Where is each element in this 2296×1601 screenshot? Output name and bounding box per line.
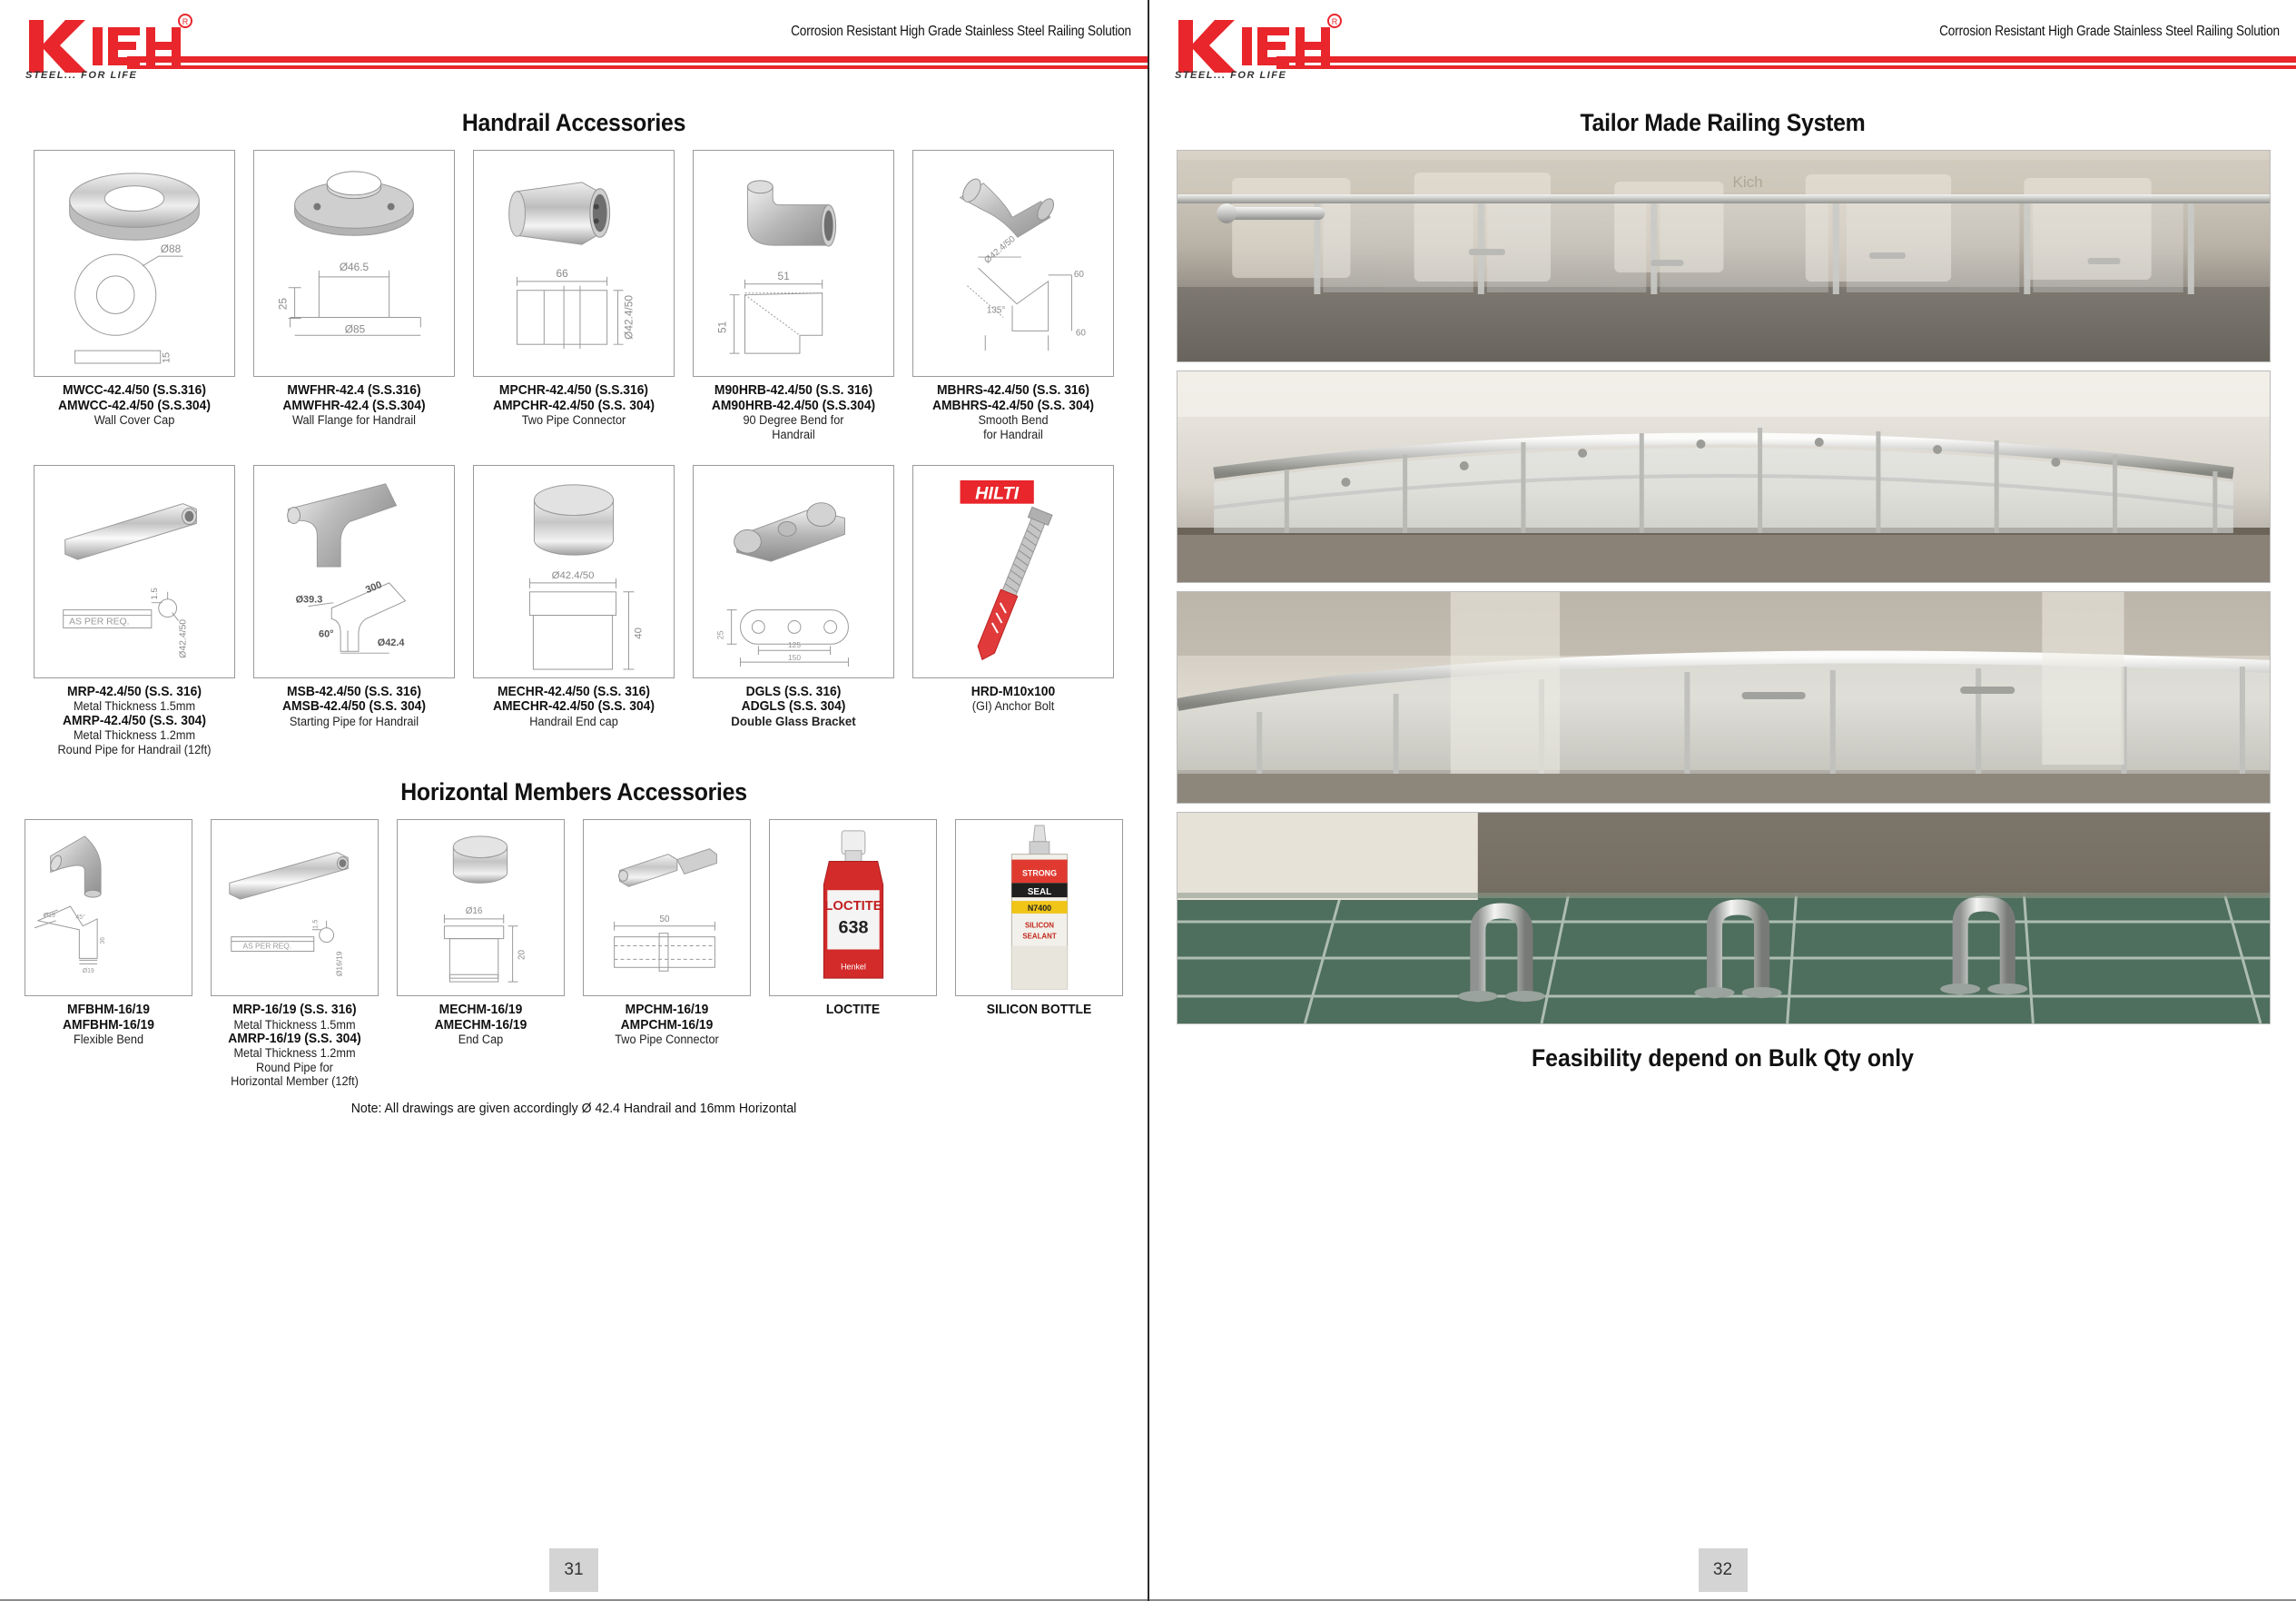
svg-text:300: 300	[363, 578, 384, 596]
product-desc-line1: Wall Cover Cap	[94, 413, 175, 428]
svg-text:AS PER REQ.: AS PER REQ.	[69, 617, 130, 628]
accent-bar-thick	[1276, 56, 2296, 63]
svg-text:66: 66	[556, 266, 568, 280]
right-page	[1149, 0, 2296, 1601]
product-caption	[764, 1003, 941, 1018]
product-code-316: MWCC-42.4/50 (S.S.316)	[63, 383, 206, 398]
product-cell-mbhrs[interactable]	[908, 150, 1118, 441]
product-code-304: AMRP-16/19 (S.S. 304)	[228, 1031, 361, 1046]
svg-text:STEEL... FOR LIFE: STEEL... FOR LIFE	[1175, 70, 1287, 80]
product-desc-line1: Handrail End cap	[529, 715, 618, 729]
product-code-316: MECHR-42.4/50 (S.S. 316)	[497, 684, 650, 699]
product-code-304: AMWFHR-42.4 (S.S.304)	[282, 398, 426, 413]
product-caption	[249, 383, 459, 428]
product-drawing-double-glass-bracket	[693, 465, 894, 678]
product-thickness-316: Metal Thickness 1.5mm	[233, 1017, 356, 1032]
right-page-header	[1149, 0, 2296, 87]
accent-bar-thin	[1276, 65, 2296, 69]
product-code-316: LOCTITE	[825, 1002, 881, 1017]
product-desc-line1: Flexible Bend	[73, 1033, 144, 1047]
product-caption	[249, 685, 459, 729]
right-page-title: Tailor Made Railing System	[1580, 109, 1866, 136]
photo-gallery	[1149, 150, 2296, 1024]
header-accent-bars-right	[1276, 56, 2296, 71]
svg-text:Ø16: Ø16	[465, 905, 483, 916]
product-cell-dgls[interactable]	[688, 465, 899, 756]
product-caption	[688, 383, 899, 441]
product-desc-line1: Round Pipe for Handrail (12ft)	[57, 742, 212, 756]
product-drawing-wall-flange	[253, 150, 455, 377]
svg-text:SILICON: SILICON	[1024, 921, 1055, 930]
svg-text:Ø16/19: Ø16/19	[334, 951, 344, 976]
product-caption	[206, 1003, 383, 1088]
svg-text:150: 150	[787, 652, 802, 662]
drawings-note: Note: All drawings are given accordingly Ø 42.4 Handrail and 16mm Horizontal	[350, 1101, 797, 1117]
svg-text:Ø42.4/50: Ø42.4/50	[178, 618, 189, 658]
product-grid-row-2	[0, 465, 1148, 756]
left-page-header	[0, 0, 1148, 87]
product-code-304: AMFBHM-16/19	[63, 1017, 154, 1033]
svg-text:Ø19: Ø19	[43, 912, 55, 919]
loctite-product-number: 638	[838, 917, 869, 938]
svg-text:Ø19: Ø19	[82, 968, 94, 975]
svg-text:Ø42.4: Ø42.4	[377, 637, 405, 649]
product-code-316: M90HRB-42.4/50 (S.S. 316)	[714, 383, 873, 398]
svg-text:1.5: 1.5	[310, 919, 320, 929]
product-code-304: ADGLS (S.S. 304)	[741, 699, 846, 715]
photo-stainless-bollards-green-floor	[1177, 812, 2271, 1024]
product-caption	[29, 685, 240, 756]
product-code-316: MBHRS-42.4/50 (S.S. 316)	[936, 383, 1089, 398]
product-desc-line1: Two Pipe Connector	[521, 413, 626, 428]
product-cell-mechm[interactable]	[392, 819, 569, 1088]
product-code-304: AM90HRB-42.4/50 (S.S.304)	[711, 398, 876, 413]
product-code-316: MSB-42.4/50 (S.S. 316)	[287, 684, 421, 699]
product-thickness-304: Metal Thickness 1.2mm	[73, 728, 196, 743]
product-desc-line1: Two Pipe Connector	[615, 1033, 719, 1047]
svg-text:SEAL: SEAL	[1027, 887, 1052, 898]
product-drawing-starting-pipe	[253, 465, 455, 678]
loctite-brand-text: LOCTITE	[824, 898, 882, 914]
product-drawing-round-pipe-horizontal	[211, 819, 379, 996]
svg-text:Ø42.4/50: Ø42.4/50	[622, 295, 636, 340]
product-code-316: MWFHR-42.4 (S.S.316)	[287, 383, 421, 398]
product-drawing-flexible-bend	[25, 819, 192, 996]
svg-text:36: 36	[100, 936, 107, 944]
svg-text:AS PER REQ.: AS PER REQ.	[242, 941, 292, 951]
svg-text:125: 125	[787, 640, 802, 650]
svg-text:20: 20	[517, 949, 527, 960]
svg-text:Ø42.4/50: Ø42.4/50	[551, 569, 595, 581]
product-code-304: AMPCHR-42.4/50 (S.S. 304)	[492, 398, 655, 413]
product-caption	[468, 383, 679, 428]
product-desc-line1: (GI) Anchor Bolt	[971, 699, 1055, 714]
product-drawing-silicon-sealant-tube	[955, 819, 1123, 996]
product-caption	[951, 1003, 1128, 1018]
product-code-304: AMSB-42.4/50 (S.S. 304)	[282, 699, 426, 715]
svg-text:N7400: N7400	[1027, 903, 1052, 913]
accent-bar-thin	[127, 65, 1148, 69]
product-drawing-hilti-anchor-bolt	[912, 465, 1114, 678]
product-drawing-loctite-bottle	[769, 819, 937, 996]
svg-text:15: 15	[161, 351, 172, 363]
product-desc-line1: Wall Flange for Handrail	[292, 413, 416, 428]
svg-text:STRONG: STRONG	[1021, 868, 1058, 878]
svg-text:Ø46.5: Ø46.5	[339, 260, 370, 273]
product-code-304: AMECHR-42.4/50 (S.S. 304)	[492, 699, 655, 715]
svg-text:50: 50	[659, 914, 670, 924]
svg-text:25: 25	[276, 297, 290, 311]
product-code-316: MFBHM-16/19	[67, 1002, 150, 1017]
product-cell-mpchr[interactable]	[468, 150, 679, 441]
logo-slogan: STEEL... FOR LIFE	[25, 70, 138, 80]
product-cell-msb[interactable]	[249, 465, 459, 756]
svg-text:Henkel: Henkel	[841, 962, 866, 972]
product-caption	[20, 1003, 197, 1047]
product-cell-silicon-bottle[interactable]	[951, 819, 1128, 1088]
svg-text:Ø85: Ø85	[344, 322, 366, 336]
product-code-316: HRD-M10x100	[971, 684, 1056, 699]
section-title-horizontal: Horizontal Members Accessories	[400, 777, 747, 805]
svg-text:40: 40	[633, 627, 645, 639]
product-cell-mrp-handrail[interactable]	[29, 465, 240, 756]
accent-bar-thick	[127, 56, 1148, 63]
product-drawing-smooth-bend	[912, 150, 1114, 377]
product-cell-mrp-horizontal[interactable]	[206, 819, 383, 1088]
product-drawing-ninety-degree-bend	[693, 150, 894, 377]
product-code-304: AMRP-42.4/50 (S.S. 304)	[63, 713, 206, 728]
product-code-316: MRP-16/19 (S.S. 316)	[232, 1002, 357, 1017]
page-number-left: 31	[549, 1548, 598, 1592]
svg-text:51: 51	[777, 269, 790, 282]
product-code-304: AMECHM-16/19	[434, 1017, 527, 1033]
product-drawing-handrail-end-cap	[473, 465, 675, 678]
product-code-304: AMPCHM-16/19	[620, 1017, 714, 1033]
product-caption	[468, 685, 679, 729]
photo-glass-railing-mall	[1177, 150, 2271, 362]
product-code-316: SILICON BOTTLE	[986, 1002, 1092, 1017]
product-code-304: AMBHRS-42.4/50 (S.S. 304)	[931, 398, 1094, 413]
svg-text:R: R	[182, 17, 189, 26]
header-tagline-right: Corrosion Resistant High Grade Stainless Steel Railing Solution	[1939, 24, 2280, 39]
svg-text:Kich: Kich	[1732, 173, 1763, 191]
product-code-316: MECHM-16/19	[439, 1002, 523, 1017]
product-desc-line1: End Cap	[458, 1033, 504, 1047]
product-code-316: MRP-42.4/50 (S.S. 316)	[67, 684, 202, 699]
product-cell-mwcc[interactable]	[29, 150, 240, 441]
svg-text:1.5: 1.5	[148, 588, 159, 600]
page-number-right: 32	[1699, 1548, 1748, 1592]
product-caption	[392, 1003, 569, 1047]
product-code-316: MPCHR-42.4/50 (S.S.316)	[498, 383, 649, 398]
product-desc-line1: Double Glass Bracket	[731, 714, 856, 729]
product-thickness-304: Metal Thickness 1.2mm	[233, 1046, 356, 1061]
section-title-handrail: Handrail Accessories	[461, 109, 686, 136]
svg-text:45°: 45°	[75, 914, 85, 921]
product-grid-row-3	[0, 819, 1148, 1088]
product-code-316: DGLS (S.S. 316)	[745, 684, 842, 699]
svg-text:Ø88: Ø88	[160, 242, 182, 256]
svg-text:25: 25	[715, 630, 725, 640]
svg-text:60: 60	[1075, 328, 1086, 339]
product-cell-mwfhr[interactable]	[249, 150, 459, 441]
product-desc-line1: Starting Pipe for Handrail	[289, 715, 419, 729]
svg-text:60°: 60°	[319, 628, 334, 640]
product-caption	[578, 1003, 755, 1047]
svg-text:R: R	[1331, 17, 1338, 26]
svg-text:HILTI: HILTI	[975, 483, 1020, 504]
product-desc-line1: Round Pipe for	[256, 1060, 333, 1074]
product-cell-m90hrb[interactable]	[688, 150, 899, 441]
feasibility-caption: Feasibility depend on Bulk Qty only	[1532, 1044, 1914, 1072]
product-cell-loctite[interactable]	[764, 819, 941, 1088]
product-cell-hrd-anchor-bolt[interactable]	[908, 465, 1118, 756]
product-drawing-round-pipe-handrail	[34, 465, 235, 678]
product-code-304: AMWCC-42.4/50 (S.S.304)	[58, 398, 211, 413]
photo-curved-frosted-glass-balustrade	[1177, 371, 2271, 583]
svg-text:Ø42.4/50: Ø42.4/50	[982, 233, 1018, 266]
svg-text:SEALANT: SEALANT	[1022, 932, 1057, 941]
product-drawing-wall-cover-cap	[34, 150, 235, 377]
svg-text:135°: 135°	[986, 305, 1006, 316]
product-cell-mfbhm[interactable]	[20, 819, 197, 1088]
product-desc-line2: Horizontal Member (12ft)	[231, 1074, 359, 1088]
svg-text:51: 51	[715, 321, 729, 333]
product-code-316: MPCHM-16/19	[625, 1002, 709, 1017]
product-desc-line2: Handrail	[772, 427, 815, 441]
product-cell-mpchm[interactable]	[578, 819, 755, 1088]
product-drawing-end-cap-horizontal	[397, 819, 565, 996]
product-caption	[908, 383, 1118, 441]
product-cell-mechr[interactable]	[468, 465, 679, 756]
product-desc-line1: 90 Degree Bend for	[743, 413, 844, 428]
product-caption	[908, 685, 1118, 714]
product-caption	[688, 685, 899, 729]
product-drawing-two-pipe-connector-horizontal	[583, 819, 751, 996]
svg-text:Ø39.3: Ø39.3	[295, 594, 323, 606]
product-caption	[29, 383, 240, 428]
svg-text:60: 60	[1073, 269, 1084, 280]
product-drawing-two-pipe-connector	[473, 150, 675, 377]
product-thickness-316: Metal Thickness 1.5mm	[73, 699, 196, 714]
header-tagline: Corrosion Resistant High Grade Stainless Steel Railing Solution	[791, 24, 1131, 39]
header-accent-bars	[127, 56, 1148, 71]
product-desc-line2: for Handrail	[983, 427, 1043, 441]
product-desc-line1: Smooth Bend	[978, 413, 1049, 428]
product-grid-row-1	[0, 150, 1148, 441]
photo-clear-glass-railing-corridor	[1177, 591, 2271, 804]
